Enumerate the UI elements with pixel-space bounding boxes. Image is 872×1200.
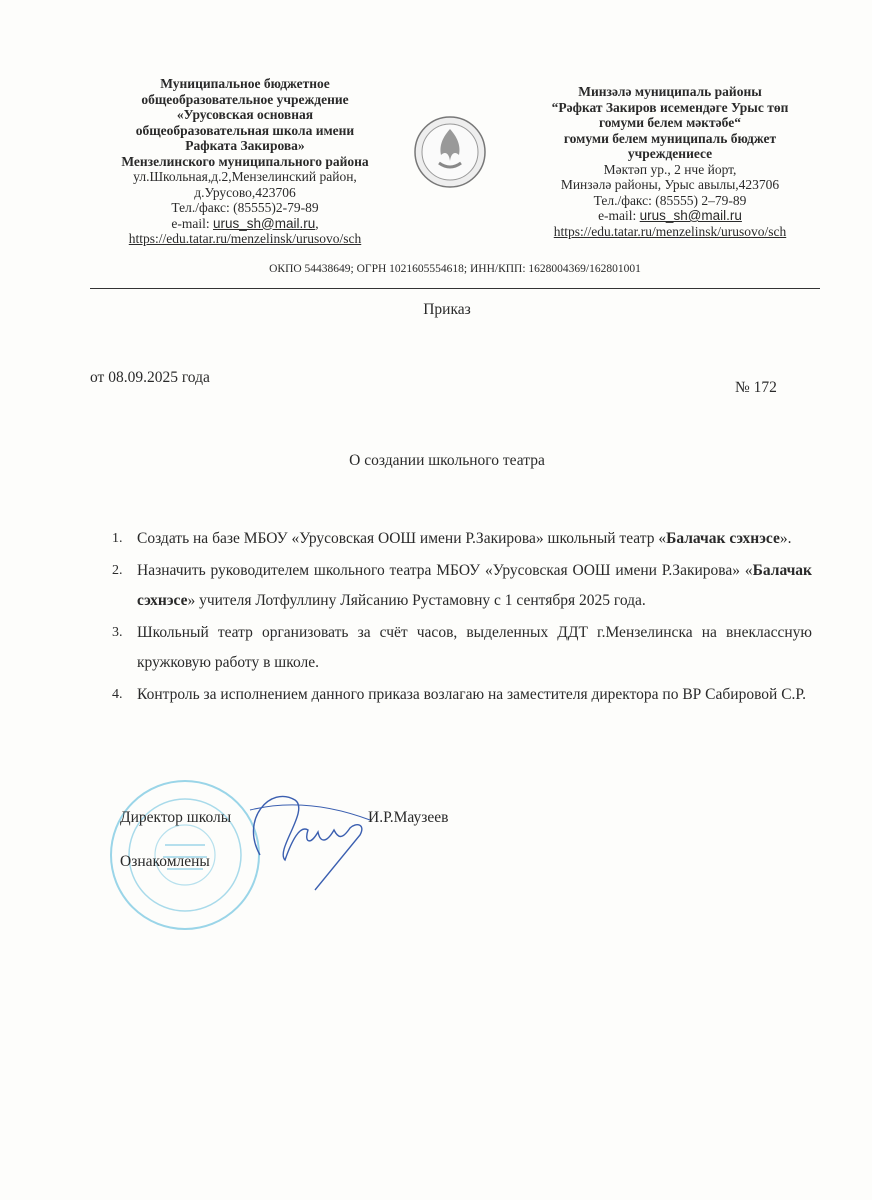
order-item [110,680,812,710]
item-text: Создать на базе МБОУ «Урусовская ООШ имени Р.Закирова» школьный театр « [137,530,667,547]
item-number: 3. [112,625,123,640]
address-line: д.Урусово,423706 [194,184,296,200]
item-number: 2. [112,563,123,578]
theatre-name: Балачак сэхнэсе [666,530,780,547]
theatre-name: Балачак сэхнэсе [137,562,812,609]
org-name-line: Минзәлә муниципаль районы [578,84,762,99]
item-text: » учителя Лотфуллину Ляйсанию Рустамовну с 1 сентября 2025 года. [187,592,646,609]
header-divider [90,288,820,289]
document-type: Приказ [423,301,471,318]
order-item [110,524,812,554]
org-name-line: гомуми белем муниципаль бюджет [563,130,777,146]
order-item [110,556,812,616]
email-line [525,208,815,224]
header-right [525,84,815,239]
order-date: от 08.09.2025 года [90,369,210,386]
order-number: № 172 [735,379,777,396]
org-name-line: “Рәфкат Закиров исемендәге Урыс төп [551,99,789,115]
email-label: e-mail: [598,208,640,223]
email-link[interactable]: urus_sh@mail.ru [212,215,316,231]
item-text: Школьный театр организовать за счёт часов, выделенных ДДТ г.Мензелинска на внеклассную кружковую работу в школе. [137,624,812,671]
org-name-line: общеобразовательная школа имени [135,122,355,138]
phone-line: Тел./факс: (85555)2-79-89 [171,200,319,215]
address-line: Мәктәп ур., 2 нче йорт, [603,161,737,177]
director-name: И.Р.Маузеев [368,809,449,826]
acquainted-label: Ознакомлены [120,853,210,870]
order-item [110,618,812,678]
org-name-line: учреждениесе [627,146,713,161]
org-name-line: Муниципальное бюджетное [160,76,330,91]
email-link[interactable]: urus_sh@mail.ru [639,208,742,223]
item-text: Контроль за исполнением данного приказа возлагаю на заместителя директора по ВР Сабировой С.Р. [137,686,806,703]
email-label: e-mail: [171,215,213,231]
tatarstan-emblem-icon [413,115,487,189]
header-left [105,76,385,247]
item-text: ». [779,530,792,547]
registration-codes: ОКПО 54438649; ОГРН 1021605554618; ИНН/КПП: 1628004369/162801001 [269,263,641,275]
item-number: 4. [112,687,123,702]
order-items [110,524,812,712]
order-title: О создании школьного театра [349,452,545,469]
org-name-line: гомуми белем мәктәбе“ [598,115,741,130]
address-line: Минзәлә районы, Урыс авылы,423706 [560,177,780,192]
website-link[interactable]: https://edu.tatar.ru/menzelinsk/urusovo/sch [553,223,787,239]
director-label: Директор школы [120,809,232,826]
email-line [105,216,385,232]
org-name-line: «Урусовская основная [176,107,314,122]
org-name-line: Рафката Закирова» [185,138,305,153]
item-number: 1. [112,531,123,546]
phone-line: Тел./факс: (85555) 2–79-89 [593,192,747,208]
email-suffix: , [315,215,319,231]
org-name-line: общеобразовательное учреждение [141,91,349,107]
org-name-line: Мензелинского муниципального района [121,153,369,169]
signature-icon [230,780,380,895]
address-line: ул.Школьная,д.2,Мензелинский район, [133,169,357,184]
item-text: Назначить руководителем школьного театра МБОУ «Урусовская ООШ имени Р.Закирова» « [137,562,753,579]
website-link[interactable]: https://edu.tatar.ru/menzelinsk/urusovo/sch [128,231,362,246]
